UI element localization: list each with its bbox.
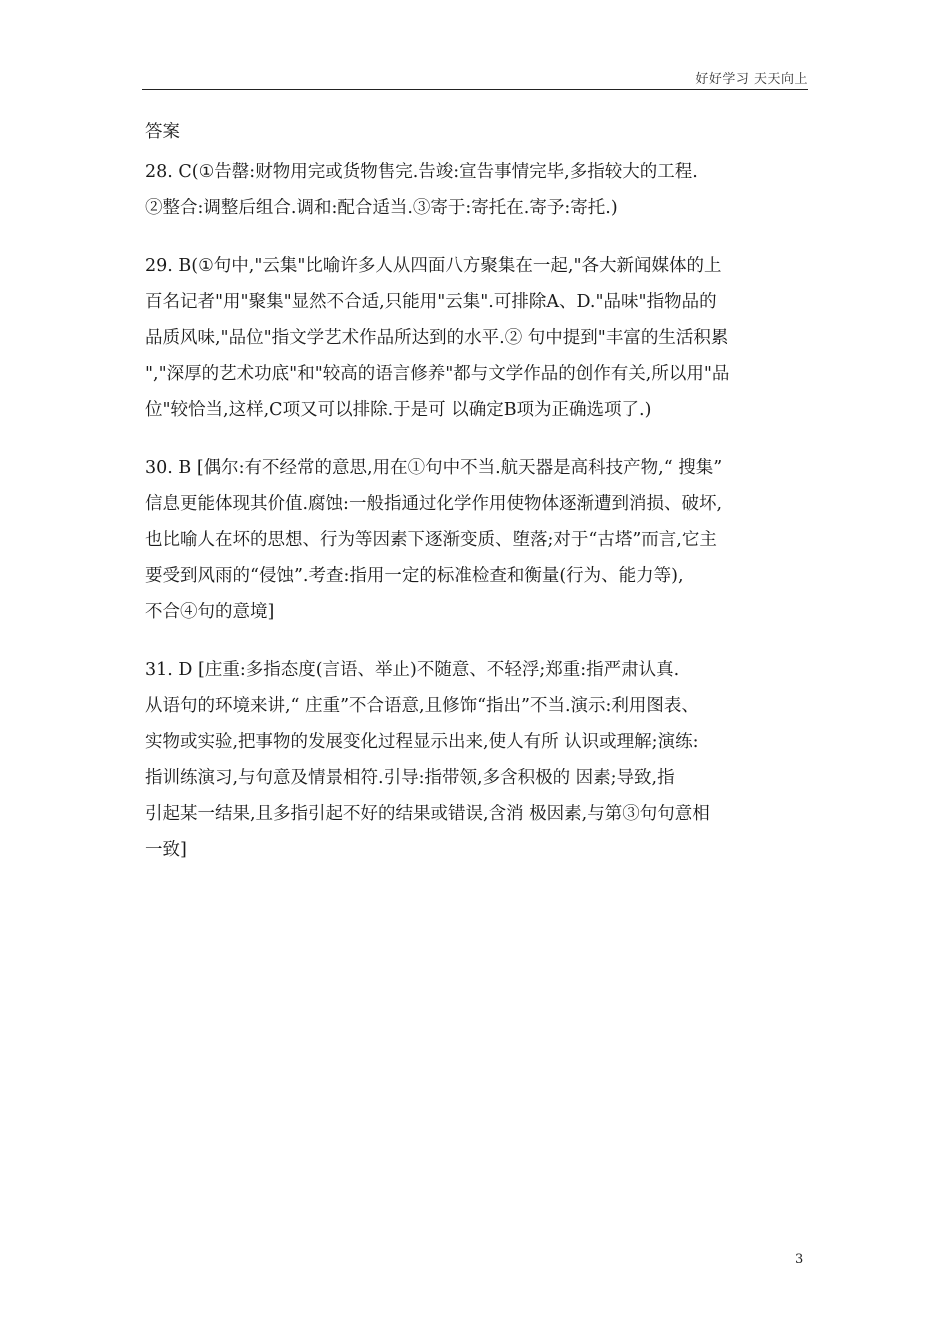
- answer-line: 要受到风雨的“侵蚀”.考查:指用一定的标准检查和衡量(行为、能力等),: [145, 566, 684, 586]
- answer-line: 位"较恰当,这样,C项又可以排除.于是可 以确定B项为正确选项了.): [145, 400, 652, 420]
- answer-line: 31. D [庄重:多指态度(言语、举止)不随意、不轻浮;郑重:指严肃认真.: [145, 660, 680, 680]
- answer-31: [145, 652, 805, 868]
- answer-line: 百名记者"用"聚集"显然不合适,只能用"云集".可排除A、D."品味"指物品的: [145, 292, 717, 312]
- answer-29: [145, 248, 805, 428]
- answer-line: 引起某一结果,且多指引起不好的结果或错误,含消 极因素,与第③句句意相: [145, 804, 710, 824]
- answer-line: 一致]: [145, 840, 187, 860]
- answer-line: 指训练演习,与句意及情景相符.引导:指带领,多含积极的 因素;导致,指: [145, 768, 675, 788]
- answer-line: 信息更能体现其价值.腐蚀:一般指通过化学作用使物体逐渐遭到消损、破坏,: [145, 494, 723, 514]
- answer-line: 从语句的环境来讲,“ 庄重”不合语意,且修饰“指出”不当.演示:利用图表、: [145, 696, 699, 716]
- answer-28: [145, 154, 805, 226]
- answer-line: 品质风味,"品位"指文学艺术作品所达到的水平.② 句中提到"丰富的生活积累: [145, 328, 729, 348]
- answer-line: ②整合:调整后组合.调和:配合适当.③寄于:寄托在.寄予:寄托.): [145, 198, 618, 218]
- page-number: 3: [795, 1252, 804, 1267]
- answer-line: 28. C(①告罄:财物用完或货物售完.告竣:宣告事情完毕,多指较大的工程.: [145, 162, 698, 182]
- page-header: [142, 60, 808, 90]
- answer-line: 不合④句的意境]: [145, 602, 275, 622]
- answer-line: 也比喻人在坏的思想、行为等因素下逐渐变质、堕落;对于“古塔”而言,它主: [145, 530, 717, 550]
- answer-line: 29. B(①句中,"云集"比喻许多人从四面八方聚集在一起,"各大新闻媒体的上: [145, 256, 722, 276]
- header-rule: [142, 89, 808, 90]
- answer-line: 30. B [偶尔:有不经常的意思,用在①句中不当.航天器是高科技产物,“ 搜集”: [145, 458, 723, 478]
- answer-line: ","深厚的艺术功底"和"较高的语言修养"都与文学作品的创作有关,所以用"品: [145, 364, 730, 384]
- answer-30: [145, 450, 805, 630]
- paragraph-gap: [145, 226, 805, 248]
- answer-line: 实物或实验,把事物的发展变化过程显示出来,使人有所 认识或理解;演练:: [145, 732, 699, 752]
- header-text: 好好学习 天天向上: [695, 72, 808, 87]
- answer-title: 答案: [145, 122, 180, 142]
- answer-content: [145, 118, 805, 868]
- paragraph-gap: [145, 428, 805, 450]
- paragraph-gap: [145, 630, 805, 652]
